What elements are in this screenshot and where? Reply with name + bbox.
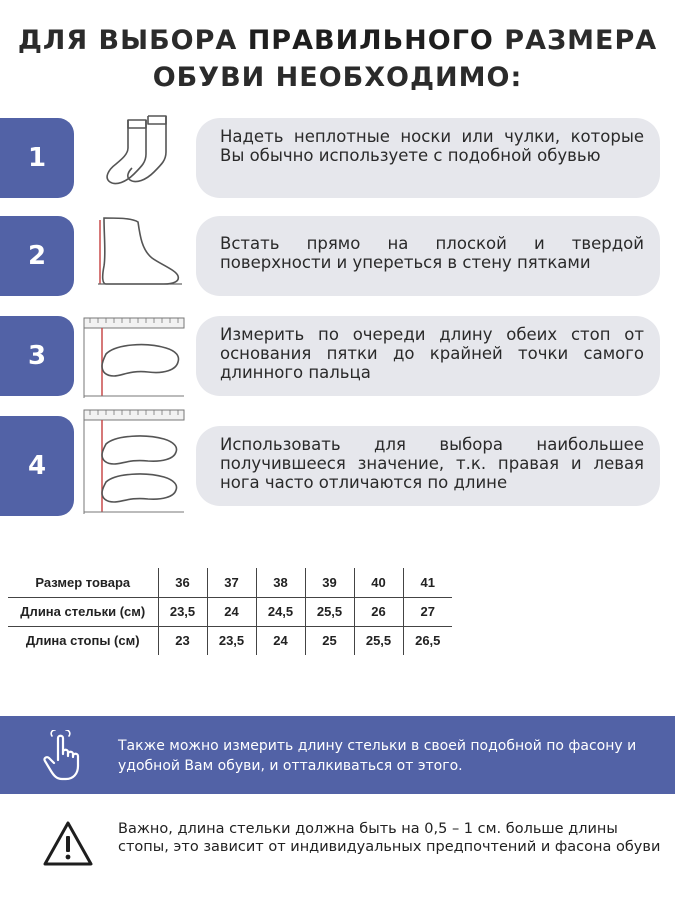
table-cell: 26,5 xyxy=(403,626,452,655)
table-cell: 25,5 xyxy=(305,597,354,626)
info-text: Также можно измерить длину стельки в своей подобной по фасону и удобной Вам обуви, и отталкиваться от этого. xyxy=(118,738,637,774)
table-cell: 23 xyxy=(158,626,207,655)
pointing-hand-icon xyxy=(40,730,90,782)
two-feet-ruler-icon xyxy=(78,408,188,518)
sock-icon xyxy=(78,110,188,206)
table-cell: 24 xyxy=(207,597,256,626)
table-cell: 39 xyxy=(305,568,354,597)
row-label: Размер товара xyxy=(8,568,158,597)
page-title xyxy=(0,22,675,96)
step-1 xyxy=(0,118,675,198)
table-cell: 41 xyxy=(403,568,452,597)
table-cell: 25,5 xyxy=(354,626,403,655)
foot-ruler-icon xyxy=(78,308,188,404)
table-cell: 37 xyxy=(207,568,256,597)
table-row xyxy=(8,626,452,655)
size-table xyxy=(8,568,452,655)
table-cell: 23,5 xyxy=(207,626,256,655)
step-number: 4 xyxy=(0,416,74,516)
info-banner xyxy=(0,716,675,794)
step-4 xyxy=(0,416,675,516)
table-cell: 26 xyxy=(354,597,403,626)
step-3 xyxy=(0,316,675,396)
table-row xyxy=(8,597,452,626)
foot-against-wall-icon xyxy=(78,208,188,304)
table-row xyxy=(8,568,452,597)
table-cell: 27 xyxy=(403,597,452,626)
warning-icon xyxy=(42,820,94,868)
row-label: Длина стельки (см) xyxy=(8,597,158,626)
step-text: Встать прямо на плоской и твердой поверхности и упереться в стену пятками xyxy=(196,216,660,296)
step-number: 1 xyxy=(0,118,74,198)
table-cell: 36 xyxy=(158,568,207,597)
warning-text: Важно, длина стельки должна быть на 0,5 – 1 см. больше длины стопы, это зависит от индивидуальных предпочтений и фасона обуви xyxy=(118,821,661,855)
table-cell: 25 xyxy=(305,626,354,655)
table-cell: 38 xyxy=(256,568,305,597)
title-line-2: ОБУВИ НЕОБХОДИМО: xyxy=(152,62,523,93)
step-text: Измерить по очереди длину обеих стоп от основания пятки до крайней точки самого длинного пальца xyxy=(196,316,660,396)
title-line-1: ДЛЯ ВЫБОРА ПРАВИЛЬНОГО РАЗМЕРА xyxy=(17,25,658,56)
table-cell: 23,5 xyxy=(158,597,207,626)
table-cell: 24 xyxy=(256,626,305,655)
table-cell: 40 xyxy=(354,568,403,597)
row-label: Длина стопы (см) xyxy=(25,633,140,649)
step-2 xyxy=(0,216,675,296)
step-number: 2 xyxy=(0,216,74,296)
step-number: 3 xyxy=(0,316,74,396)
step-text: Надеть неплотные носки или чулки, которые Вы обычно используете с подобной обувью xyxy=(196,118,660,198)
step-text: Использовать для выбора наибольшее получившееся значение, т.к. правая и левая нога часто отличаются по длине xyxy=(196,426,660,506)
table-cell: 24,5 xyxy=(256,597,305,626)
